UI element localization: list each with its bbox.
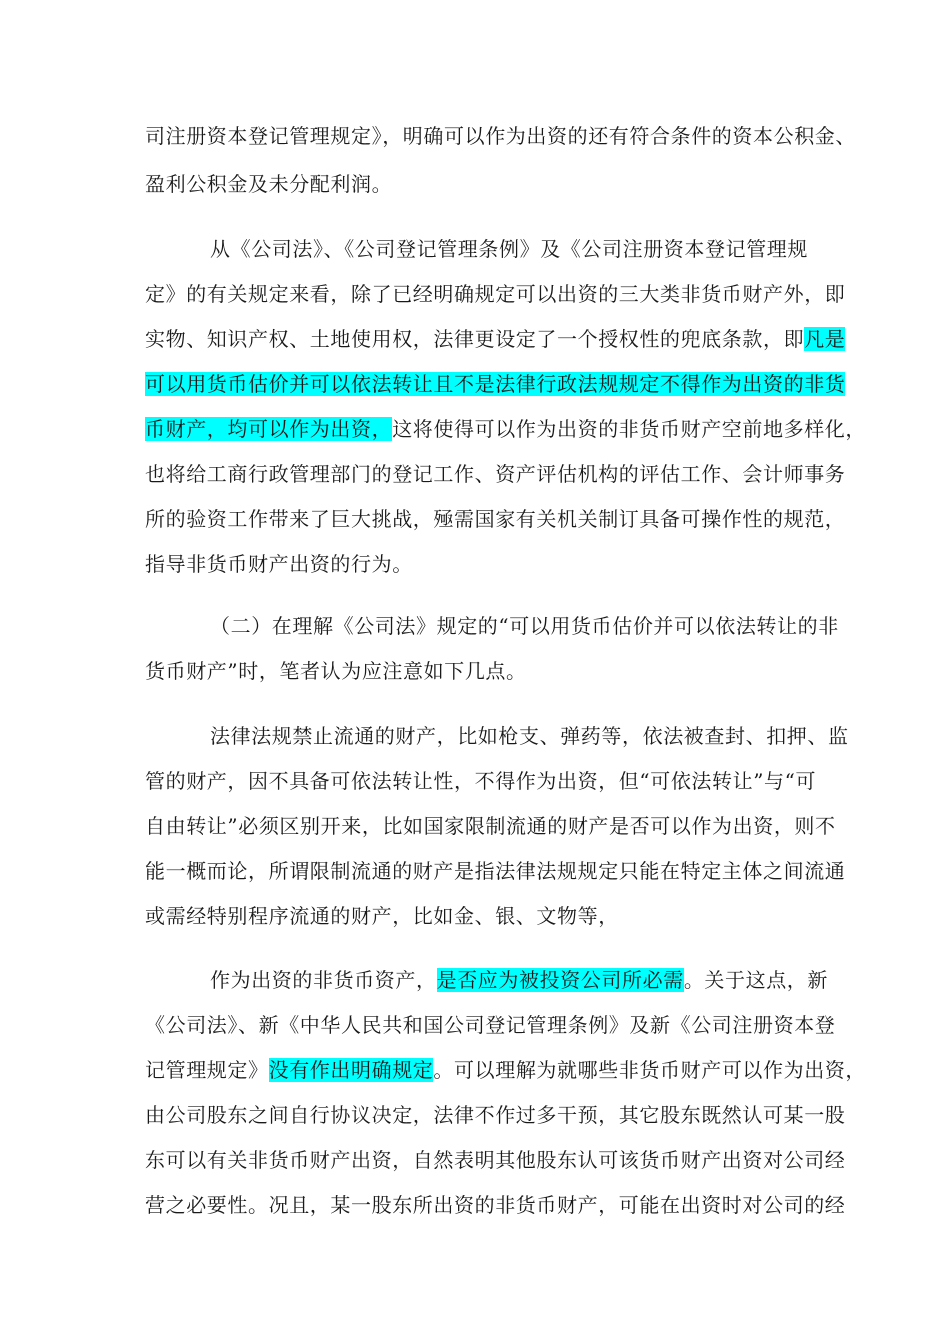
text-run: 定》的有关规定来看，除了已经明确规定可以出资的三大类非货币财产外，即 <box>145 282 846 306</box>
text-run: 。关于这点，新 <box>683 968 829 992</box>
text-run: 所的验资工作带来了巨大挑战，殛需国家有关机关制订具备可操作性的规范， <box>145 507 846 531</box>
text-run: 盈利公积金及未分配利润。 <box>145 172 393 196</box>
text-run: 司注册资本登记管理规定》，明确可以作为出资的还有符合条件的资本公积金、 <box>145 124 856 148</box>
text-run: 自由转让”必须区别开来，比如国家限制流通的财产是否可以作为出资，则不 <box>145 814 836 838</box>
text-run: （二）在理解《公司法》规定的“可以用货币估价并可以依法转让的非 <box>210 614 839 638</box>
text-run: 记管理规定》 <box>145 1058 269 1082</box>
text-run: 《公司法》、新《中华人民共和国公司登记管理条例》及新《公司注册资本登 <box>145 1013 836 1037</box>
paragraph-line <box>145 1011 835 1039</box>
text-run: 也将给工商行政管理部门的登记工作、资产评估机构的评估工作、会计师事务 <box>145 462 846 486</box>
paragraph-line <box>145 505 845 533</box>
text-run: 能一概而论，所谓限制流通的财产是指法律法规规定只能在特定主体之间流通 <box>145 859 846 883</box>
paragraph-line <box>145 280 845 308</box>
paragraph-line <box>210 612 839 640</box>
paragraph-line <box>145 657 527 685</box>
text-run: 管的财产，因不具备可依法转让性，不得作为出资，但“可依法转让”与“可 <box>145 769 817 793</box>
paragraph-line <box>145 550 413 578</box>
text-run: 或需经特别程序流通的财产，比如金、银、文物等， <box>145 904 619 928</box>
paragraph-line <box>145 415 866 443</box>
paragraph-line <box>145 370 845 398</box>
paragraph-line <box>145 325 845 353</box>
text-run: 。可以理解为就哪些非货币财产可以作为出资， <box>433 1058 867 1082</box>
paragraph-line <box>145 1146 845 1174</box>
text-run: 指导非货币财产出资的行为。 <box>145 552 413 576</box>
highlighted-text: 是否应为被投资公司所必需 <box>436 968 684 992</box>
text-run: 从《公司法》、《公司登记管理条例》及《公司注册资本登记管理规 <box>210 237 808 261</box>
paragraph-line <box>145 1101 845 1129</box>
text-run: 实物、知识产权、土地使用权，法律更设定了一个授权性的兜底条款，即 <box>145 327 805 351</box>
paragraph-line <box>145 857 845 885</box>
paragraph-line <box>145 122 856 150</box>
text-run: 作为出资的非货币资产， <box>210 968 437 992</box>
highlighted-text: 可以用货币估价并可以依法转让且不是法律行政法规规定不得作为出资的非货 <box>145 372 846 396</box>
highlighted-text: 没有作出明确规定 <box>268 1058 434 1082</box>
paragraph-line <box>145 812 836 840</box>
paragraph-line <box>145 460 845 488</box>
highlighted-text: 币财产，均可以作为出资， <box>145 417 393 441</box>
text-run: 这将使得可以作为出资的非货币财产空前地多样化， <box>392 417 867 441</box>
text-run: 货币财产”时，笔者认为应注意如下几点。 <box>145 659 527 683</box>
paragraph-line <box>145 1056 866 1084</box>
paragraph-line <box>145 170 392 198</box>
text-run: 法律法规禁止流通的财产，比如枪支、弹药等，依法被查封、扣押、监 <box>210 724 849 748</box>
text-run: 由公司股东之间自行协议决定，法律不作过多干预，其它股东既然认可某一股 <box>145 1103 846 1127</box>
paragraph-line <box>145 1191 845 1219</box>
highlighted-text: 凡是 <box>804 327 846 351</box>
text-run: 营之必要性。况且，某一股东所出资的非货币财产，可能在出资时对公司的经 <box>145 1193 846 1217</box>
paragraph-line <box>210 966 828 994</box>
paragraph-line <box>210 722 849 750</box>
paragraph-line <box>145 767 816 795</box>
text-run: 东可以有关非货币财产出资，自然表明其他股东认可该货币财产出资对公司经 <box>145 1148 846 1172</box>
paragraph-line <box>145 902 619 930</box>
paragraph-line <box>210 235 808 263</box>
